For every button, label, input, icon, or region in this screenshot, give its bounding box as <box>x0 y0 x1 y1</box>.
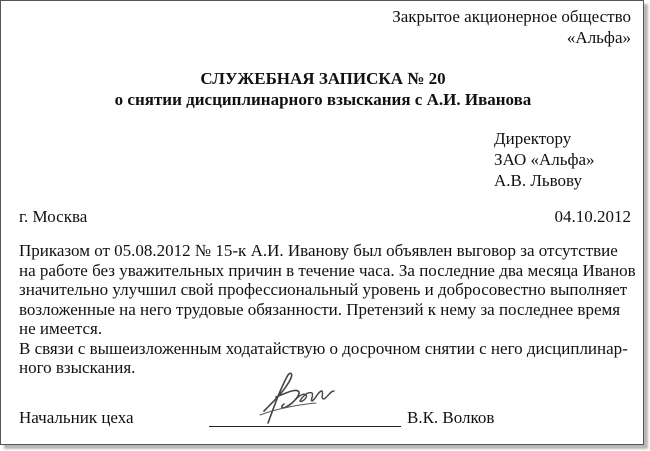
signer-position: Начальник цеха <box>19 408 134 427</box>
handwritten-signature <box>246 369 346 427</box>
organization-name: Закрытое акционерное общество <box>392 7 631 26</box>
addressee-company: ЗАО «Альфа» <box>494 150 595 169</box>
document-date: 04.10.2012 <box>554 207 631 226</box>
body-line: ного взыскания. <box>19 358 136 377</box>
signature-line <box>209 426 401 427</box>
addressee-name: А.В. Львову <box>494 171 583 190</box>
organization-short-name: «Альфа» <box>566 28 631 47</box>
body-line: не имеется. <box>19 319 103 338</box>
addressee-position: Директору <box>494 129 572 148</box>
signer-name: В.К. Волков <box>407 408 495 427</box>
document-title: СЛУЖЕБНАЯ ЗАПИСКА № 20 <box>200 69 446 88</box>
document-subject: о снятии дисциплинарного взыскания с А.И. Иванова <box>114 90 532 109</box>
body-line: значительно улучшил свой профессиональный уровень и добросовестно выполняет <box>19 280 628 299</box>
place: г. Москва <box>19 207 88 226</box>
body-line: на работе без уважительных причин в течение часа. За последние два месяца Иванов <box>19 260 636 280</box>
body-text <box>19 241 639 378</box>
body-line: В связи с вышеизложенным ходатайствую о досрочном снятии с него дисциплинар- <box>19 338 628 358</box>
body-line: Приказом от 05.08.2012 № 15-к А.И. Иванову был объявлен выговор за отсутствие <box>19 241 618 260</box>
body-line: возложенные на него трудовые обязанности. Претензий к нему за последнее время <box>19 299 621 319</box>
